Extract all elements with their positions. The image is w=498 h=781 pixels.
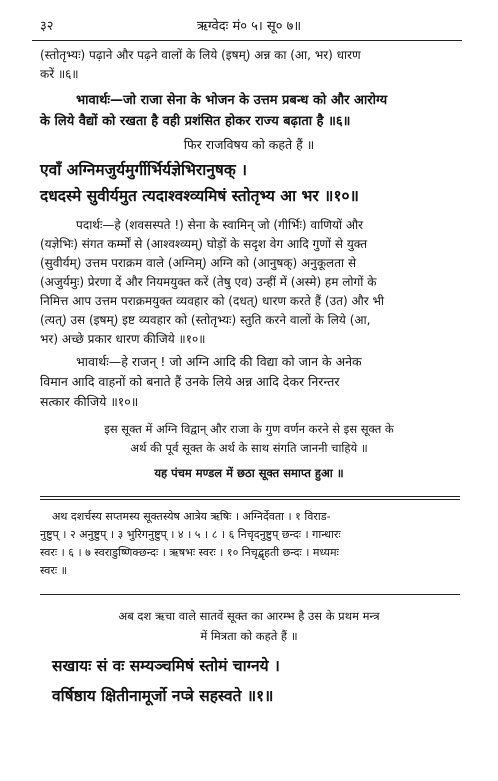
anukramani-note [40,508,466,580]
text-line: के लिये वैद्यों को रखता है वही प्रशंसित होकर राज्य बढ़ाता है ॥६॥ [40,114,351,129]
mantra-1-line-1: सखायः सं वः सम्यञ्चमिषं स्तोमं चाग्नये । [52,657,280,675]
sukta-summary [0,420,498,458]
text-line: (स्तोतृभ्यः) पढ़ाने और पढ़ने वालों के लिये (इषम्) अन्न का (आ, भर) धारण [40,48,361,62]
mantra-1-line-2: वर्षिष्ठाय क्षितीनामूर्जो नप्त्रे सहस्वते ॥१॥ [52,687,274,705]
text-line: करें ॥६॥ [40,67,79,81]
text-line: अथ दशर्चस्य सप्तमस्य सूक्तस्येष आत्रेय ऋषिः । अग्निर्देवता । १ विराड- [52,510,331,523]
mantra-10-line-2: दधदस्मे सुवीर्यमुत त्यदाश्वश्व्यमिषं स्तोतृभ्य आ भर ॥१०॥ [40,187,359,205]
text-line: (त्यत्) उस (इषम्) इष्ट व्यवहार को (स्तोतृभ्यः) स्तुति करने वालों के लिये (आ, [40,313,371,327]
intro-heading-1: फिर राजविषय को कहते हैं ॥ [183,137,315,152]
text-line: भावार्थः—जो राजा सेना के भोजन के उत्तम प्रबन्ध को और आरोग्य [76,93,388,108]
text-line: (यज्ञेभिः) संगत कर्म्मों से (आश्वश्व्यम्) घोड़ों के सदृश वेग आदि गुणों से युक्त [40,237,368,251]
section-divider-bottom [40,499,460,500]
bhavarth-10 [40,352,460,412]
text-line: निमित्त आप उत्तम पराक्रमयुक्त व्यवहार को (दधत्) धारण करते हैं (उत) और भी [40,294,385,308]
text-line: भर) अच्छे प्रकार धारण कीजिये ॥१०॥ [40,332,206,346]
text-line: स्वरः । ६ । ७ स्वराडुष्णिक्छन्दः । ऋषभः स्वरः । १० निचृद्बृहती छन्दः । मध्यमः [40,546,339,559]
text-line: (सुवीर्यम्) उत्तम पराक्रम वाले (अग्निम्) अग्नि को (आनुषक्) अनुकूलता से [40,256,357,270]
padarth-10 [40,216,460,349]
bhavarth-9 [40,90,460,132]
text-line: इस सूक्त में अग्नि विद्वान् और राजा के गुण वर्णन करने से इस सूक्त के [104,422,394,436]
intro-heading-2 [0,606,498,646]
text-line: भावार्थः—हे राजन् ! जो अग्नि आदि की विद्या को जान के अनेक [76,354,362,369]
text-line: सत्कार कीजिये ॥१०॥ [40,394,139,409]
text-line: अब दश ऋचा वाले सातवें सूक्त का आरम्भ है उस के प्रथम मन्त्र [118,609,380,623]
text-line: नुष्टुप् । २ अनुष्टुप् । ३ भुरिगनुष्टुप् । ४ । ५ । ८ । ६ निचृदनुष्टुप् छन्दः । गान्धारः [40,528,341,541]
text-line: (अजुर्यमुः) प्रेरणा दें और नियमयुक्त करें (तेषु एव) उन्हीं में (अस्मे) हम लोगों के [40,275,377,289]
mantra-10-line-1: एवाँ अग्निमजुर्यमुर्गीर्भिर्यज्ञेभिरानुषक् । [40,161,248,179]
text-line: में मित्रता को कहते हैं ॥ [200,629,298,643]
section-divider-top [40,496,460,497]
section-divider-2 [40,594,460,595]
text-line: विमान आदि वाहनों को बनाते हैं उनके लिये अन्न आदि देकर निरन्तर [40,374,340,389]
running-title: ऋग्वेदः मं० ५। सू० ७॥ [196,19,302,34]
text-line: अर्थ की पूर्व सूक्त के अर्थ के साथ संगति जाननी चाहिये ॥ [130,441,368,455]
header-rule [32,40,462,41]
text-line: स्वरः ॥ [40,564,68,577]
text-line: पदार्थः—हे (शवसस्पते !) सेना के स्वामिन् जो (गीर्भिः) वाणियों और [76,218,364,232]
page-number: ३२ [40,19,54,34]
sukta-completion-note: यह पंचम मण्डल में छठा सूक्त समाप्त हुआ ॥ [154,466,344,480]
verse-9-translation-end [40,46,460,84]
